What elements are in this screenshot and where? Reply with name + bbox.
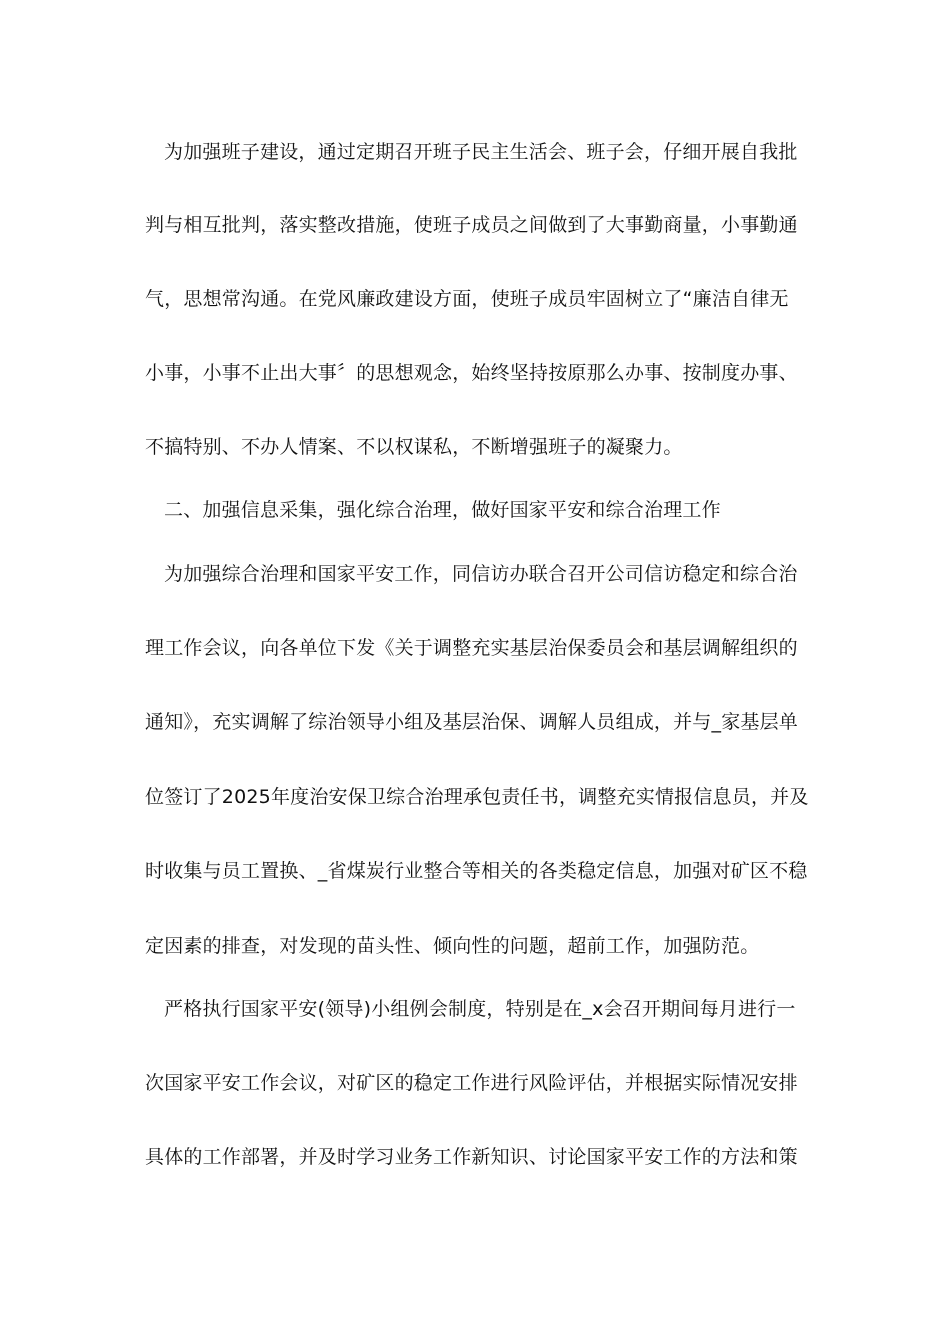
paragraph-1-line-2: 判与相互批判，落实整改措施，使班子成员之间做到了大事勤商量，小事勤通 — [145, 214, 798, 236]
paragraph-2-line-1: 为加强综合治理和国家平安工作，同信访办联合召开公司信访稳定和综合治 — [164, 563, 798, 585]
paragraph-3-line-2: 次国家平安工作会议，对矿区的稳定工作进行风险评估，并根据实际情况安排 — [145, 1072, 798, 1094]
paragraph-2-line-2: 理工作会议，向各单位下发《关于调整充实基层治保委员会和基层调解组织的 — [145, 637, 798, 659]
paragraph-1-line-1: 为加强班子建设，通过定期召开班子民主生活会、班子会，仔细开展自我批 — [164, 141, 798, 163]
paragraph-2-line-6: 定因素的排查，对发现的苗头性、倾向性的问题，超前工作，加强防范。 — [145, 935, 760, 957]
paragraph-2-line-5: 时收集与员工置换、_省煤炭行业整合等相关的各类稳定信息，加强对矿区不稳 — [145, 860, 808, 882]
section-heading-2: 二、加强信息采集，强化综合治理，做好国家平安和综合治理工作 — [164, 499, 721, 521]
paragraph-3-line-3: 具体的工作部署，并及时学习业务工作新知识、讨论国家平安工作的方法和策 — [145, 1146, 798, 1168]
paragraph-1-line-5: 不搞特别、不办人情案、不以权谋私，不断增强班子的凝聚力。 — [145, 436, 683, 458]
paragraph-3-line-1: 严格执行国家平安(领导)小组例会制度，特别是在_x会召开期间每月进行一 — [164, 998, 796, 1020]
paragraph-1-line-3: 气，思想常沟通。在党风廉政建设方面，使班子成员牢固树立了“廉洁自律无 — [145, 288, 789, 310]
paragraph-1-line-4: 小事，小事不止出大事〞的思想观念，始终坚持按原那么办事、按制度办事、 — [145, 362, 798, 384]
paragraph-2-line-3: 通知》，充实调解了综治领导小组及基层治保、调解人员组成，并与_家基层单 — [145, 711, 799, 733]
paragraph-2-line-4: 位签订了2025年度治安保卫综合治理承包责任书，调整充实情报信息员，并及 — [145, 786, 809, 808]
